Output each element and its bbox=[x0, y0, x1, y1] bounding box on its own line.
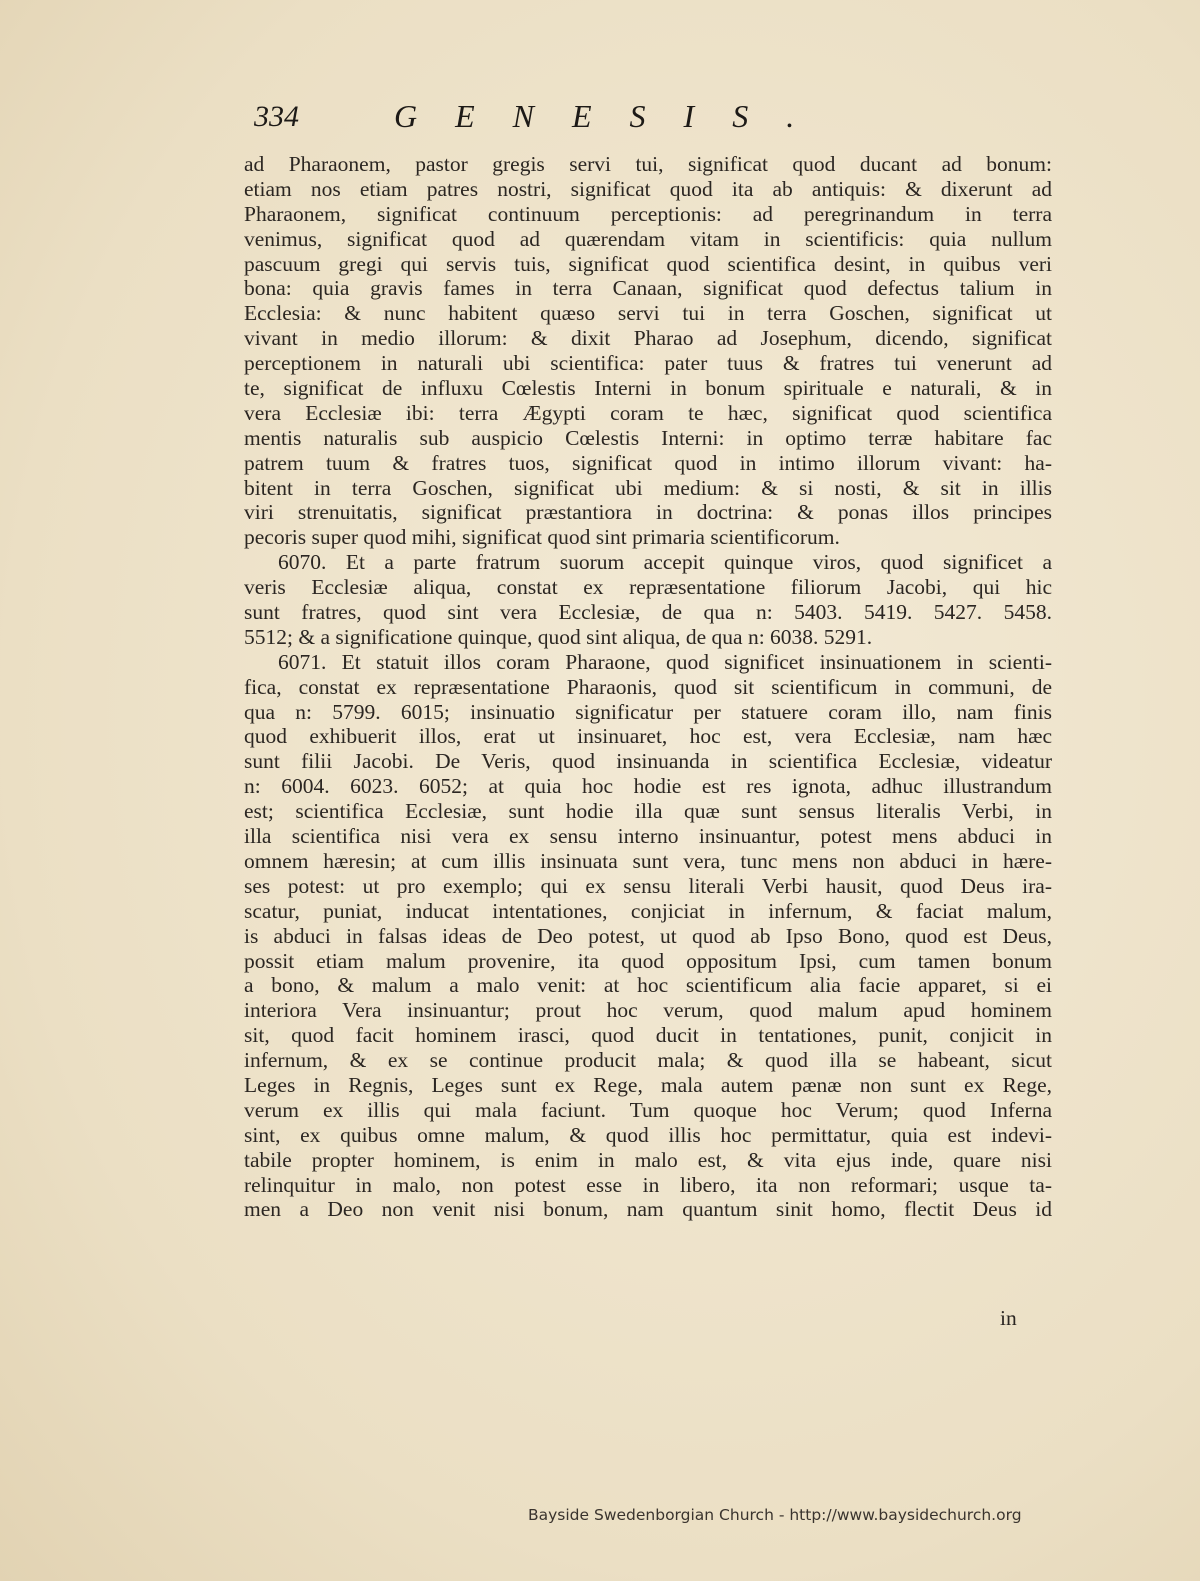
text-line: scatur, puniat, inducat intentationes, conjiciat in infernum, & faciat malum, bbox=[244, 898, 1052, 923]
text-line: pascuum gregi qui servis tuis, significat quod scientifica desint, in quibus veri bbox=[244, 251, 1052, 276]
text-line: infernum, & ex se continue producit mala; & quod illa se habeant, sicut bbox=[244, 1048, 1052, 1073]
text-line: ses potest: ut pro exemplo; qui ex sensu literali Verbi hausit, quod Deus ira- bbox=[244, 873, 1052, 898]
text-line: sunt fratres, quod sint vera Ecclesiæ, de qua n: 5403. 5419. 5427. 5458. bbox=[244, 600, 1052, 625]
text-line: veris Ecclesiæ aliqua, constat ex repræsentatione filiorum Jacobi, qui hic bbox=[244, 575, 1052, 600]
text-line: Ecclesia: & nunc habitent quæso servi tui in terra Goschen, significat ut bbox=[244, 301, 1052, 326]
page-number: 334 bbox=[254, 100, 299, 133]
text-line: venimus, significat quod ad quærendam vitam in scientificis: quia nullum bbox=[244, 226, 1052, 251]
text-line: n: 6004. 6023. 6052; at quia hoc hodie est res ignota, adhuc illustrandum bbox=[244, 774, 1052, 799]
text-line: bitent in terra Goschen, significat ubi medium: & si nosti, & sit in illis bbox=[244, 475, 1052, 500]
text-line: qua n: 5799. 6015; insinuatio significatur per statuere coram illo, nam finis bbox=[244, 699, 1052, 724]
text-line: te, significat de influxu Cœlestis Interni in bonum spirituale e naturali, & in bbox=[244, 376, 1052, 401]
text-line: quod exhibuerit illos, erat ut insinuaret, hoc est, vera Ecclesiæ, nam hæc bbox=[244, 724, 1052, 749]
text-line: ad Pharaonem, pastor gregis servi tui, significat quod ducant ad bonum: bbox=[244, 152, 1052, 176]
text-line: perceptionem in naturali ubi scientifica: pater tuus & fratres tui venerunt ad bbox=[244, 351, 1052, 376]
text-line: fica, constat ex repræsentatione Pharaonis, quod sit scientificum in communi, de bbox=[244, 674, 1052, 699]
text-line: illa scientifica nisi vera ex sensu interno insinuantur, potest mens abduci in bbox=[244, 824, 1052, 849]
body-text bbox=[244, 152, 1052, 1222]
catchword: in bbox=[1000, 1306, 1017, 1330]
text-line: 5512; & a significatione quinque, quod sint aliqua, de qua n: 6038. 5291. bbox=[244, 624, 873, 649]
text-line: 6070. Et a parte fratrum suorum accepit quinque viros, quod significet a bbox=[278, 550, 1052, 575]
text-line: tabile propter hominem, is enim in malo est, & vita ejus inde, quare nisi bbox=[244, 1147, 1052, 1172]
text-line: 6071. Et statuit illos coram Pharaone, quod significet insinuationem in scienti- bbox=[278, 649, 1052, 674]
text-line: etiam nos etiam patres nostri, significat quod ita ab antiquis: & dixerunt ad bbox=[244, 176, 1052, 201]
text-line: a bono, & malum a malo venit: at hoc scientificum alia facie apparet, si ei bbox=[244, 973, 1052, 998]
text-line: possit etiam malum provenire, ita quod oppositum Ipsi, cum tamen bonum bbox=[244, 948, 1052, 973]
text-line: bona: quia gravis fames in terra Canaan, significat quod defectus talium in bbox=[244, 276, 1052, 301]
text-line: sunt filii Jacobi. De Veris, quod insinuanda in scientifica Ecclesiæ, videatur bbox=[244, 749, 1052, 774]
text-line: interiora Vera insinuantur; prout hoc verum, quod malum apud hominem bbox=[244, 998, 1052, 1023]
text-line: sit, quod facit hominem irasci, quod ducit in tentationes, punit, conjicit in bbox=[244, 1023, 1052, 1048]
text-line: vivant in medio illorum: & dixit Pharao ad Josephum, dicendo, significat bbox=[244, 326, 1052, 351]
text-line: men a Deo non venit nisi bonum, nam quantum sinit homo, flectit Deus id bbox=[244, 1197, 1052, 1222]
running-title: GENESIS. bbox=[394, 98, 833, 134]
text-line: Pharaonem, significat continuum perceptionis: ad peregrinandum in terra bbox=[244, 201, 1052, 226]
text-line: sint, ex quibus omne malum, & quod illis hoc permittatur, quia est indevi- bbox=[244, 1122, 1052, 1147]
text-line: pecoris super quod mihi, significat quod sint primaria scientificorum. bbox=[244, 525, 840, 550]
text-line: relinquitur in malo, non potest esse in libero, ita non reformari; usque ta- bbox=[244, 1172, 1052, 1197]
text-line: mentis naturalis sub auspicio Cœlestis Interni: in optimo terræ habitare fac bbox=[244, 425, 1052, 450]
text-line: viri strenuitatis, significat præstantiora in doctrina: & ponas illos principes bbox=[244, 500, 1052, 525]
page-header bbox=[254, 100, 894, 144]
footer-credit: Bayside Swedenborgian Church - http://www.baysidechurch.org bbox=[528, 1506, 1022, 1524]
text-line: vera Ecclesiæ ibi: terra Ægypti coram te hæc, significat quod scientifica bbox=[244, 400, 1052, 425]
text-line: omnem hæresin; at cum illis insinuata sunt vera, tunc mens non abduci in hære- bbox=[244, 848, 1052, 873]
text-line: est; scientifica Ecclesiæ, sunt hodie illa quæ sunt sensus literalis Verbi, in bbox=[244, 799, 1052, 824]
text-line: Leges in Regnis, Leges sunt ex Rege, mala autem pænæ non sunt ex Rege, bbox=[244, 1072, 1052, 1097]
text-line: is abduci in falsas ideas de Deo potest, ut quod ab Ipso Bono, quod est Deus, bbox=[244, 923, 1052, 948]
text-line: patrem tuum & fratres tuos, significat quod in intimo illorum vivant: ha- bbox=[244, 450, 1052, 475]
text-line: verum ex illis qui mala faciunt. Tum quoque hoc Verum; quod Inferna bbox=[244, 1097, 1052, 1122]
